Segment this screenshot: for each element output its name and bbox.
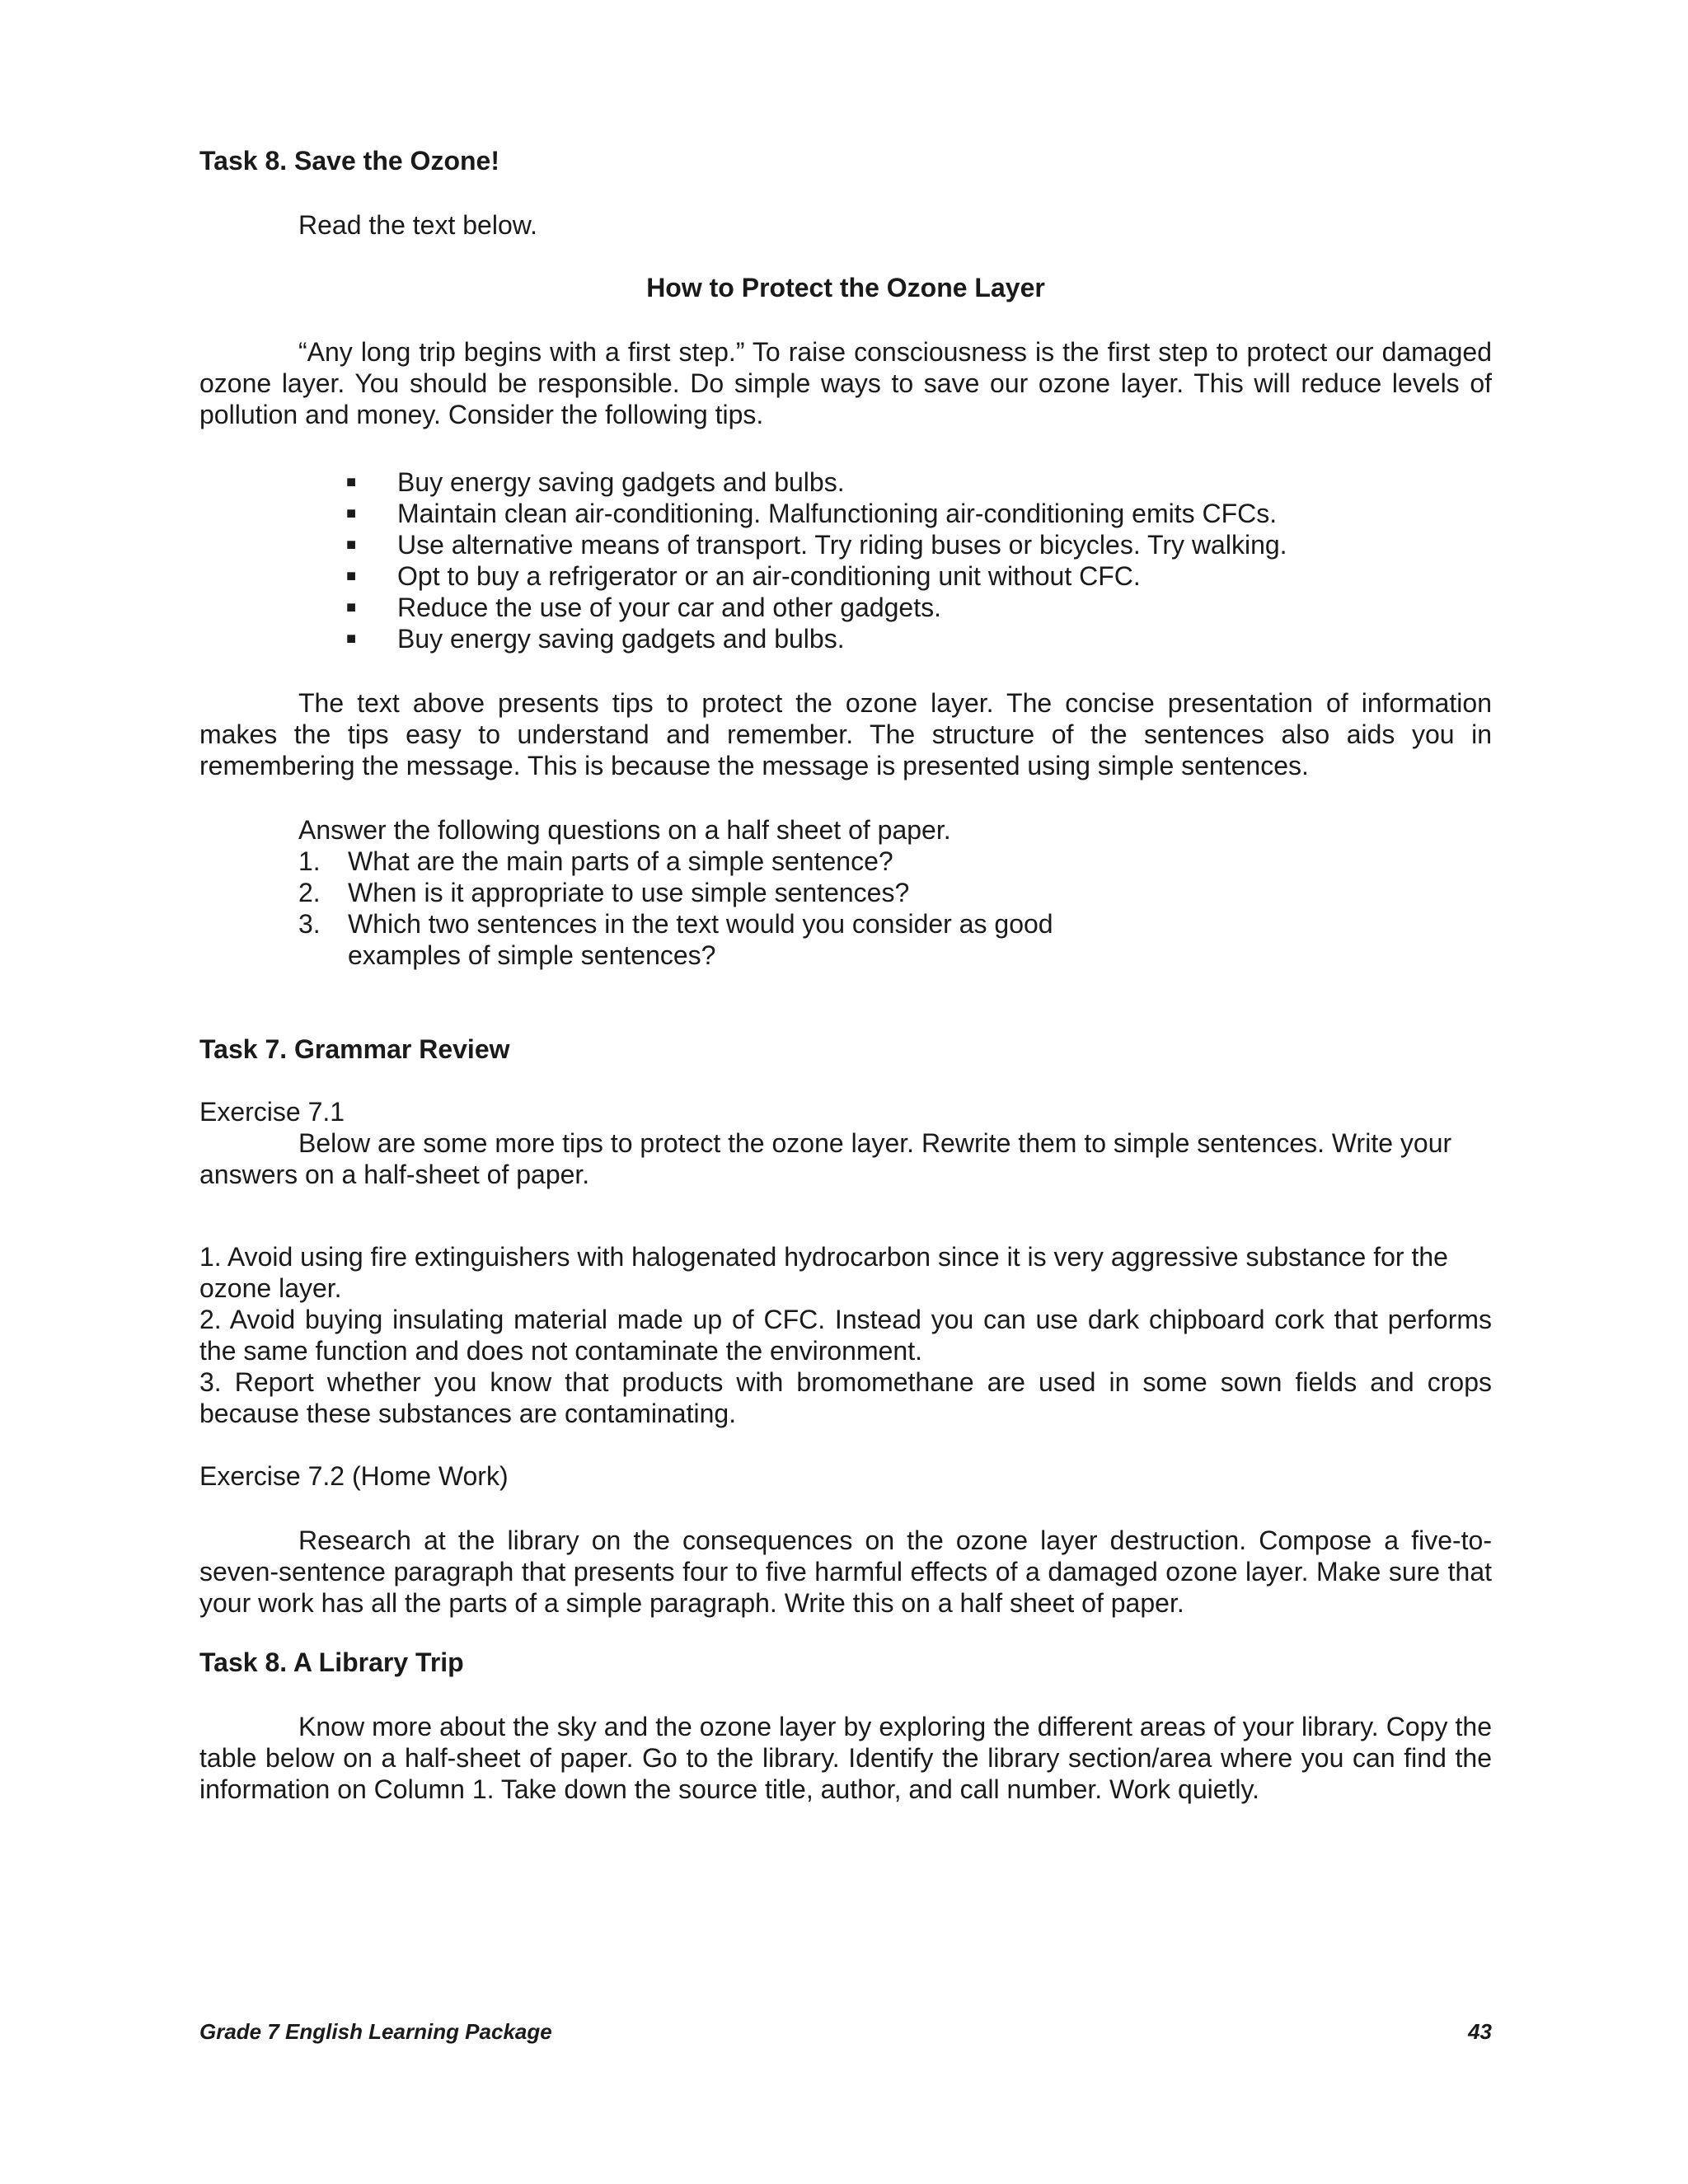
exercise-7-1-label: Exercise 7.1	[199, 1097, 345, 1127]
question-text: What are the main parts of a simple sentence?	[348, 846, 893, 876]
question-text: When is it appropriate to use simple sentences?	[348, 878, 910, 907]
task8-library-heading: Task 8. A Library Trip	[199, 1647, 464, 1677]
tip-text: Reduce the use of your car and other gadgets.	[397, 593, 941, 622]
bullet-icon: ■	[346, 504, 357, 523]
exercise-item: 3. Report whether you know that products with bromomethane are used in some sown fields and crops because these substances are contaminating.	[199, 1367, 1492, 1428]
bullet-icon: ■	[346, 567, 357, 585]
question-number: 1.	[298, 846, 321, 876]
tip-text: Opt to buy a refrigerator or an air-conditioning unit without CFC.	[397, 561, 1141, 591]
exercise-7-2-label: Exercise 7.2 (Home Work)	[199, 1461, 509, 1491]
tip-text: Maintain clean air-conditioning. Malfunctioning air-conditioning emits CFCs.	[397, 499, 1278, 528]
read-instruction: Read the text below.	[298, 210, 537, 240]
exercise-item: 2. Avoid buying insulating material made up of CFC. Instead you can use dark chipboard cork that performs the same function and does not contaminate the environment.	[199, 1305, 1492, 1366]
questions-intro: Answer the following questions on a half sheet of paper.	[298, 815, 951, 845]
question-text: Which two sentences in the text would you consider as good	[348, 909, 1053, 939]
question-text-continued: examples of simple sentences?	[348, 940, 716, 970]
tip-text: Buy energy saving gadgets and bulbs.	[397, 624, 845, 654]
page-number: 43	[1468, 2019, 1492, 2044]
bullet-icon: ■	[346, 630, 357, 648]
bullet-icon: ■	[346, 536, 357, 554]
tip-text: Use alternative means of transport. Try riding buses or bicycles. Try walking.	[397, 530, 1287, 560]
explanation-paragraph: The text above presents tips to protect the ozone layer. The concise presentation of information makes the tips easy to understand and remember. The structure of the sentences also aids you in remembering the message. This is because the message is presented using simple sentences.	[199, 688, 1492, 780]
footer-title: Grade 7 English Learning Package	[199, 2019, 552, 2044]
tip-text: Buy energy saving gadgets and bulbs.	[397, 467, 845, 497]
exercise-7-2-text: Research at the library on the consequences on the ozone layer destruction. Compose a five-to-seven-sentence paragraph that presents four to five harmful effects of a damaged ozone layer. Make sure that your work has all the parts of a simple paragraph. Write this on a half sheet of paper.	[199, 1526, 1492, 1618]
bullet-icon: ■	[346, 473, 357, 491]
question-number: 3.	[298, 909, 321, 939]
task8-heading: Task 8. Save the Ozone!	[199, 146, 499, 176]
question-number: 2.	[298, 878, 321, 907]
intro-paragraph: “Any long trip begins with a first step.” To raise consciousness is the first step to protect our damaged ozone layer. You should be responsible. Do simple ways to save our ozone layer. This will reduce levels of pollution and money. Consider the following tips.	[199, 337, 1492, 429]
exercise-item: 1. Avoid using fire extinguishers with halogenated hydrocarbon since it is very aggressive substance for the ozone layer.	[199, 1242, 1448, 1303]
article-title: How to Protect the Ozone Layer	[646, 273, 1045, 302]
task7-heading: Task 7. Grammar Review	[199, 1034, 510, 1064]
bullet-icon: ■	[346, 598, 357, 616]
exercise-7-1-instruction: Below are some more tips to protect the ozone layer. Rewrite them to simple sentences. Write your answers on a half-sheet of paper.	[199, 1128, 1452, 1189]
library-paragraph: Know more about the sky and the ozone layer by exploring the different areas of your library. Copy the table below on a half-sheet of paper. Go to the library. Identify the library section/area where you can find the information on Column 1. Take down the source title, author, and call number. Work quietly.	[199, 1712, 1492, 1804]
